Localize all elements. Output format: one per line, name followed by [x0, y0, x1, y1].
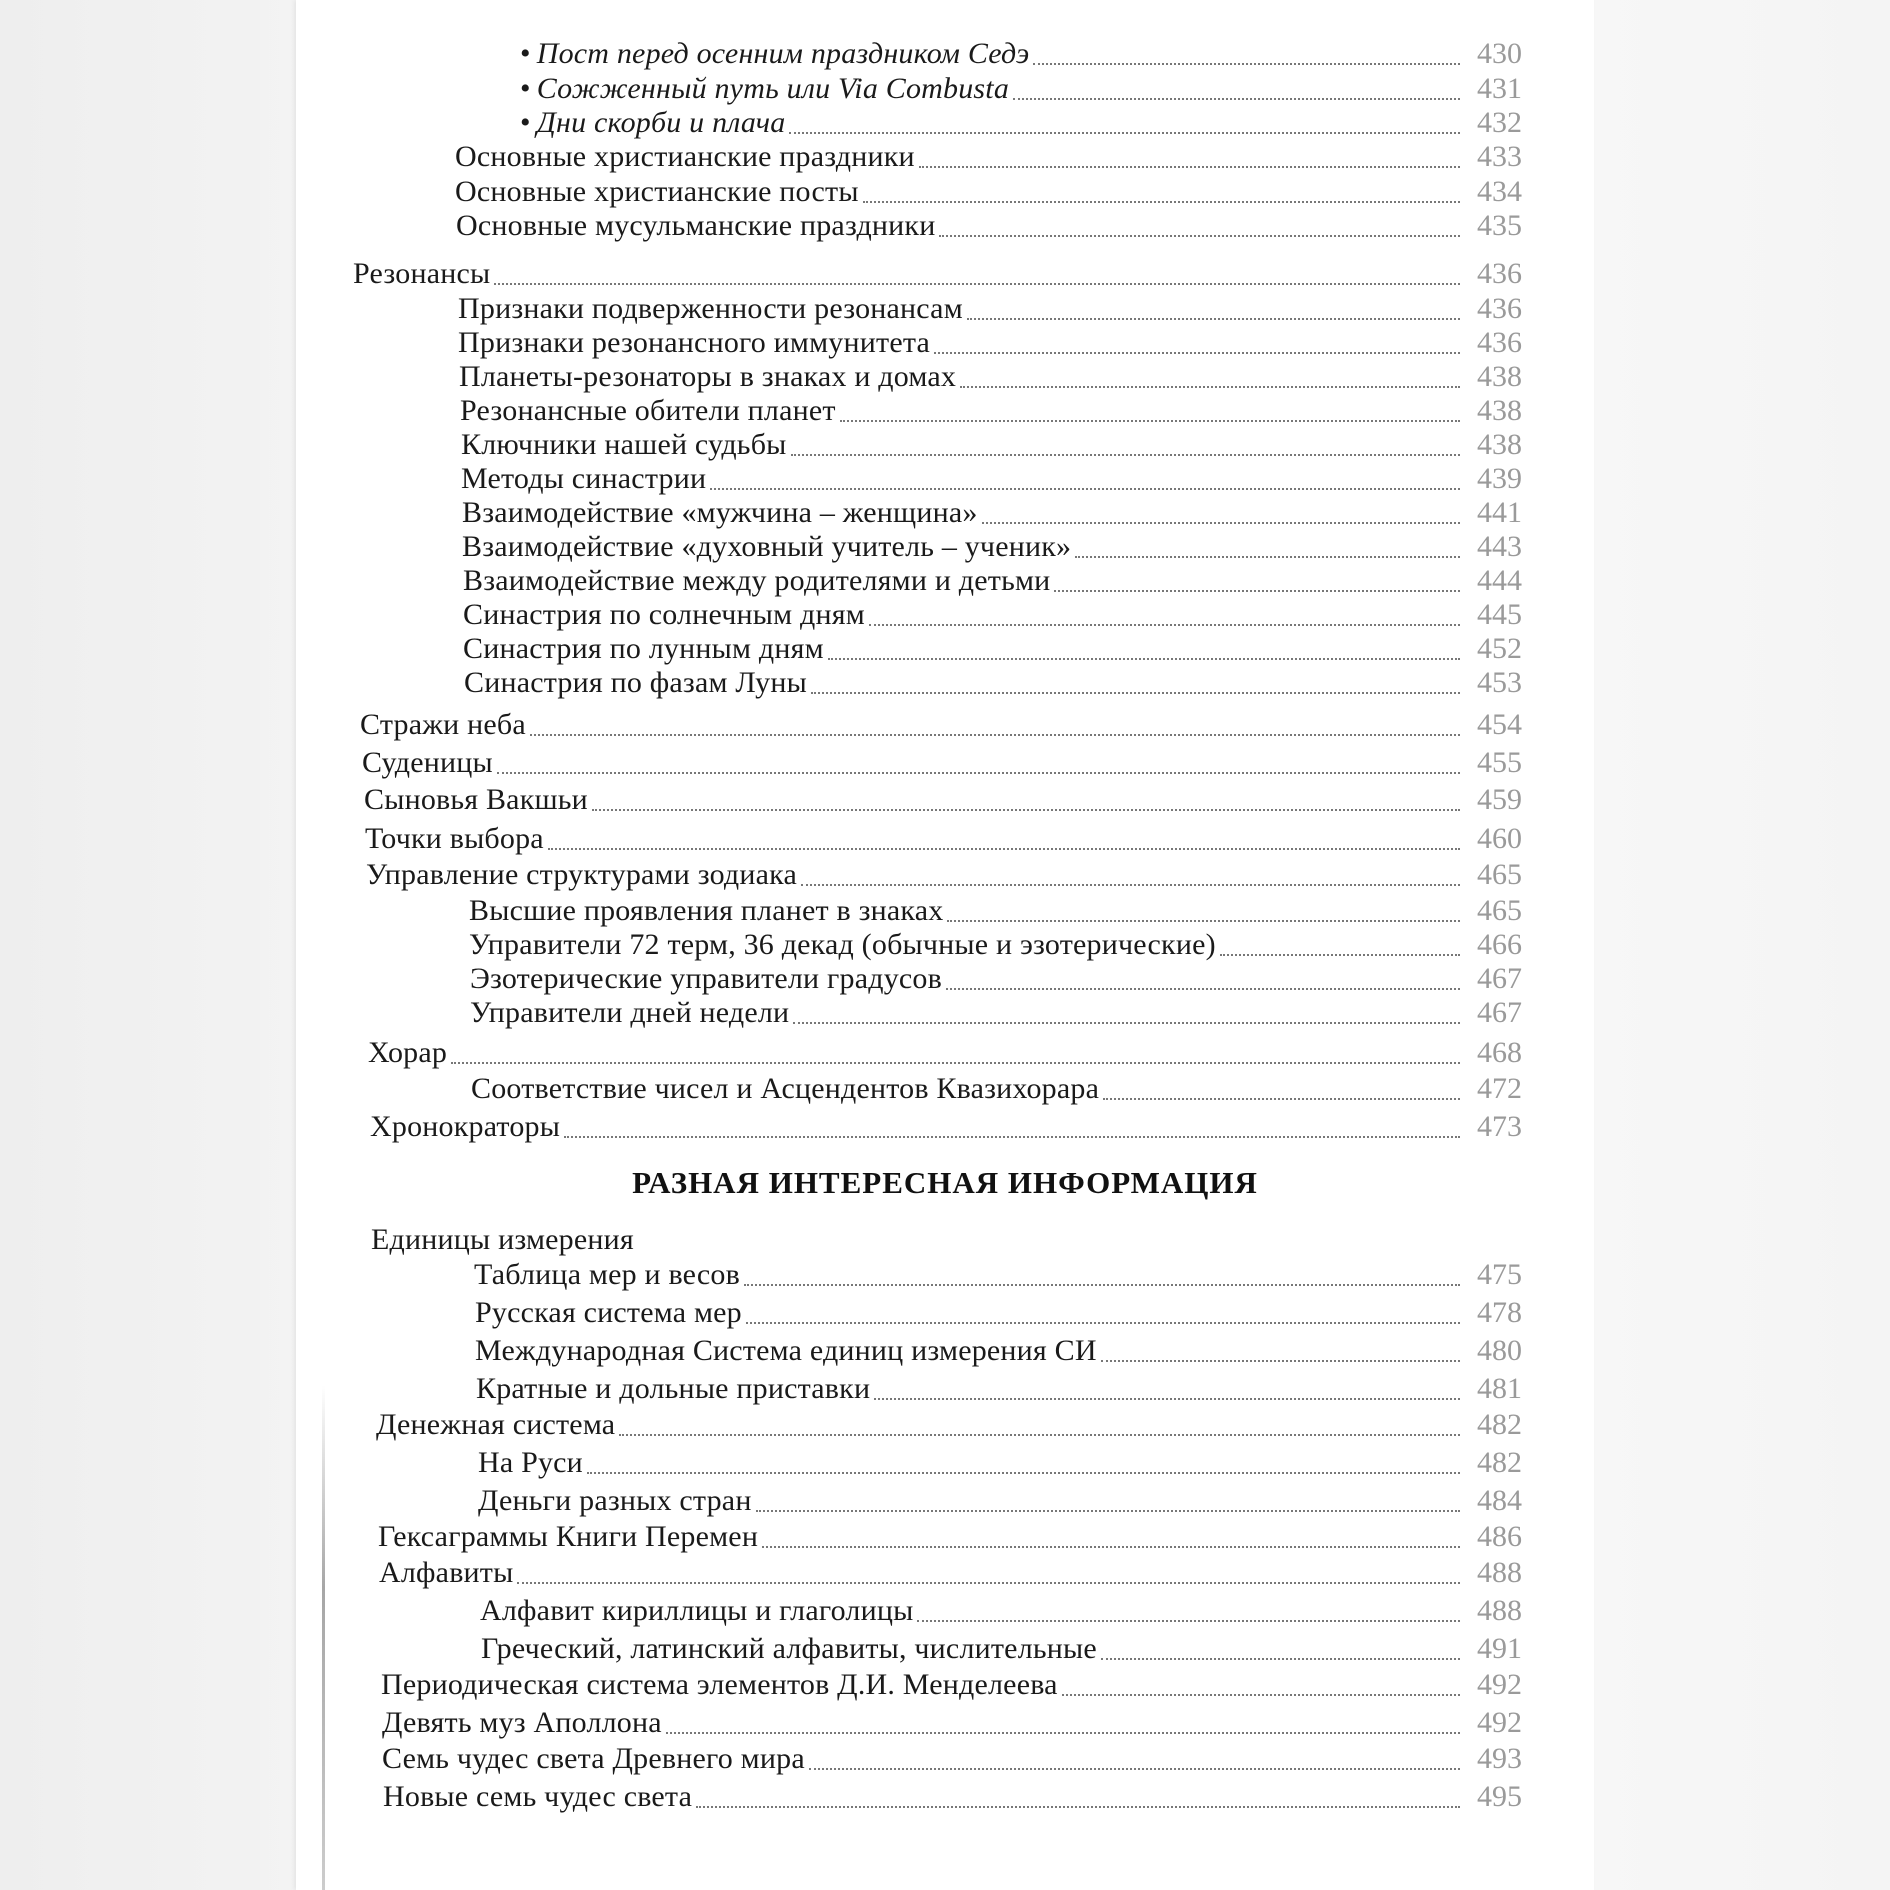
- toc-entry: [474, 1258, 1522, 1292]
- toc-entry-text: Синастрия по солнечным дням: [463, 598, 865, 631]
- toc-entry-text: Сожженный путь или Via Combusta: [536, 72, 1010, 105]
- toc-page-number: 436: [1477, 257, 1522, 290]
- toc-entry: [475, 1334, 1522, 1368]
- toc-page-number: 495: [1477, 1780, 1522, 1813]
- dot-leader: [666, 1732, 1460, 1734]
- toc-entry-text: Признаки подверженности резонансам: [458, 292, 963, 325]
- toc-entry-text: На Руси: [478, 1446, 583, 1479]
- toc-entry-title: [476, 1372, 870, 1406]
- toc-page-number: 491: [1477, 1632, 1522, 1665]
- toc-page-number: 472: [1477, 1072, 1522, 1105]
- toc-page-number: 475: [1477, 1258, 1522, 1291]
- section-heading: РАЗНАЯ ИНТЕРЕСНАЯ ИНФОРМАЦИЯ: [632, 1165, 1258, 1200]
- toc-entry-title: [382, 1742, 805, 1776]
- toc-entry-text: Управление структурами зодиака: [366, 858, 797, 891]
- toc-page-number: 434: [1477, 175, 1522, 208]
- toc-entry-title: [378, 1520, 758, 1554]
- toc-page-number: 493: [1477, 1742, 1522, 1775]
- toc-entry-text: Денежная система: [376, 1408, 616, 1441]
- toc-entry-title: [381, 1668, 1058, 1702]
- toc-page-number: 481: [1477, 1372, 1522, 1405]
- dot-leader: [587, 1472, 1460, 1474]
- toc-entry: [383, 1780, 1522, 1814]
- toc-page-number: 467: [1477, 996, 1522, 1029]
- toc-page-number: 430: [1477, 37, 1522, 70]
- toc-page-number: 444: [1477, 564, 1522, 597]
- bullet-icon: •: [520, 106, 531, 139]
- toc-entry-text: Ключники нашей судьбы: [461, 428, 787, 461]
- toc-entry-text: Основные мусульманские праздники: [456, 209, 936, 242]
- toc-entry-text: Основные христианские праздники: [455, 140, 915, 173]
- toc-page-number: 467: [1477, 962, 1522, 995]
- dot-leader: [1101, 1360, 1460, 1362]
- toc-page-number: 436: [1477, 326, 1522, 359]
- toc-entry-title: [481, 1632, 1097, 1666]
- toc-page-number: 473: [1477, 1110, 1522, 1143]
- toc-entry-title: [383, 1780, 692, 1814]
- toc-page-number: 438: [1477, 394, 1522, 427]
- toc-page-number: 445: [1477, 598, 1522, 631]
- toc-entry-text: Высшие проявления планет в знаках: [469, 894, 944, 927]
- toc-page-number: 460: [1477, 822, 1522, 855]
- toc-entry-title: [478, 1484, 752, 1518]
- toc-page-number: 438: [1477, 360, 1522, 393]
- toc-entry-text: Методы синастрии: [461, 462, 707, 495]
- toc-page-number: 455: [1477, 746, 1522, 779]
- toc-entry-text: Суденицы: [362, 746, 493, 779]
- toc-entry-text: Дни скорби и плача: [536, 106, 786, 139]
- dot-leader: [744, 1284, 1460, 1286]
- toc-entry-text: Периодическая система элементов Д.И. Менделеева: [381, 1668, 1058, 1701]
- toc-entry-text: Резонансные обители планет: [460, 394, 836, 427]
- toc-entry-text: Гексаграммы Книги Перемен: [378, 1520, 759, 1553]
- toc-entry: [476, 1372, 1522, 1406]
- toc-entry-title: [475, 1296, 742, 1330]
- dot-leader: [746, 1322, 1460, 1324]
- toc-entry-text: Хорар: [368, 1036, 448, 1069]
- toc-page-number: 492: [1477, 1706, 1522, 1739]
- toc-entry-text: Соответствие чисел и Асцендентов Квазихорара: [471, 1072, 1100, 1105]
- toc-page-number: 488: [1477, 1556, 1522, 1589]
- toc-entry-text: Эзотерические управители градусов: [470, 962, 942, 995]
- toc-entry-title: [382, 1706, 662, 1740]
- toc-page-number: 439: [1477, 462, 1522, 495]
- toc-entry-text: Девять муз Аполлона: [382, 1706, 662, 1739]
- toc-entry-title: [379, 1556, 513, 1590]
- toc-page-number: 482: [1477, 1408, 1522, 1441]
- toc-entry-text: Таблица мер и весов: [474, 1258, 740, 1291]
- toc-page-number: 478: [1477, 1296, 1522, 1329]
- toc-entry-text: Признаки резонансного иммунитета: [458, 326, 931, 359]
- toc-entry: [475, 1296, 1522, 1330]
- toc-entry-text: Алфавиты: [379, 1556, 514, 1589]
- toc-entry-text: Резонансы: [353, 257, 491, 290]
- toc-page-number: 443: [1477, 530, 1522, 563]
- toc-page-number: 468: [1477, 1036, 1522, 1069]
- toc-entry-text: Взаимодействие между родителями и детьми: [463, 564, 1051, 597]
- toc-entry-text: Деньги разных стран: [478, 1484, 752, 1517]
- toc-entry-text: Управители 72 терм, 36 декад (обычные и эзотерические): [469, 928, 1216, 961]
- toc-entry: [478, 1484, 1522, 1518]
- toc-page-number: 454: [1477, 708, 1522, 741]
- dot-leader: [1062, 1694, 1460, 1696]
- toc-page-number: 453: [1477, 666, 1522, 699]
- dot-leader: [1101, 1658, 1460, 1660]
- dot-leader: [696, 1806, 1460, 1808]
- toc-page-number: 484: [1477, 1484, 1522, 1517]
- toc-entry-text: Взаимодействие «духовный учитель – ученик»: [462, 530, 1072, 563]
- toc-page-number: 492: [1477, 1668, 1522, 1701]
- toc-entry-text: Синастрия по фазам Луны: [464, 666, 807, 699]
- toc-entry-title: [478, 1446, 583, 1480]
- toc-page-number: 441: [1477, 496, 1522, 529]
- dot-leader: [619, 1434, 1460, 1436]
- toc-entry-text: Управители дней недели: [470, 996, 790, 1029]
- toc-page-number: 465: [1477, 894, 1522, 927]
- toc-entry: [376, 1408, 1522, 1442]
- toc-entry-title: [474, 1258, 740, 1292]
- bullet-icon: •: [520, 37, 531, 70]
- toc-entry-text: Алфавит кириллицы и глаголицы: [480, 1594, 914, 1627]
- toc-entry: [480, 1594, 1522, 1628]
- dot-leader: [756, 1510, 1460, 1512]
- toc-page-number: 435: [1477, 209, 1522, 242]
- toc-page-number: 432: [1477, 106, 1522, 139]
- toc-page-number: 466: [1477, 928, 1522, 961]
- toc-page-number: 452: [1477, 632, 1522, 665]
- toc-entry-title: [475, 1334, 1097, 1368]
- toc-entry-title: [371, 1223, 634, 1257]
- toc-page-number: 459: [1477, 783, 1522, 816]
- toc-entry-text: Единицы измерения: [371, 1223, 634, 1256]
- bullet-icon: •: [520, 72, 531, 105]
- toc-entry-text: Стражи неба: [360, 708, 526, 741]
- toc-entry-text: Хронократоры: [370, 1110, 561, 1143]
- toc-page-number: 436: [1477, 292, 1522, 325]
- toc-page-number: 433: [1477, 140, 1522, 173]
- toc-entry-text: Взаимодействие «мужчина – женщина»: [462, 496, 978, 529]
- toc-entry-text: Основные христианские посты: [455, 175, 859, 208]
- toc-page-number: 480: [1477, 1334, 1522, 1367]
- toc-entry: [378, 1520, 1522, 1554]
- toc-entry: [382, 1706, 1522, 1740]
- toc-entry: [381, 1668, 1522, 1702]
- toc-entry: [478, 1446, 1522, 1480]
- toc-entry-text: Кратные и дольные приставки: [476, 1372, 871, 1405]
- dot-leader: [762, 1546, 1460, 1548]
- toc-page-number: 486: [1477, 1520, 1522, 1553]
- toc-page-number: 482: [1477, 1446, 1522, 1479]
- toc-entry-text: Сыновья Вакшьи: [364, 783, 588, 816]
- toc-page-number: 431: [1477, 72, 1522, 105]
- toc-entry: [481, 1632, 1522, 1666]
- toc-entry-title: [480, 1594, 913, 1628]
- toc-entry: [379, 1556, 1522, 1590]
- toc-entry-text: Синастрия по лунным дням: [463, 632, 824, 665]
- toc-entry-text: Русская система мер: [475, 1296, 742, 1329]
- toc-entry-text: Точки выбора: [365, 822, 544, 855]
- toc-page-number: 488: [1477, 1594, 1522, 1627]
- dot-leader: [809, 1768, 1460, 1770]
- toc-entry: [382, 1742, 1522, 1776]
- toc-entry-text: Планеты-резонаторы в знаках и домах: [459, 360, 957, 393]
- toc-page-number: 465: [1477, 858, 1522, 891]
- toc-page-number: 438: [1477, 428, 1522, 461]
- toc-entry-text: Греческий, латинский алфавиты, числительные: [481, 1632, 1097, 1665]
- dot-leader: [874, 1398, 1460, 1400]
- toc-entry: [371, 1223, 1522, 1257]
- toc-entry-text: Новые семь чудес света: [383, 1780, 693, 1813]
- dot-leader: [917, 1620, 1460, 1622]
- dot-leader: [517, 1582, 1460, 1584]
- toc-entry-text: Международная Система единиц измерения СИ: [475, 1334, 1097, 1367]
- toc-entry-text: Пост перед осенним праздником Седэ: [536, 37, 1030, 70]
- toc-entry-title: [376, 1408, 615, 1442]
- toc-entry-text: Семь чудес света Древнего мира: [382, 1742, 805, 1775]
